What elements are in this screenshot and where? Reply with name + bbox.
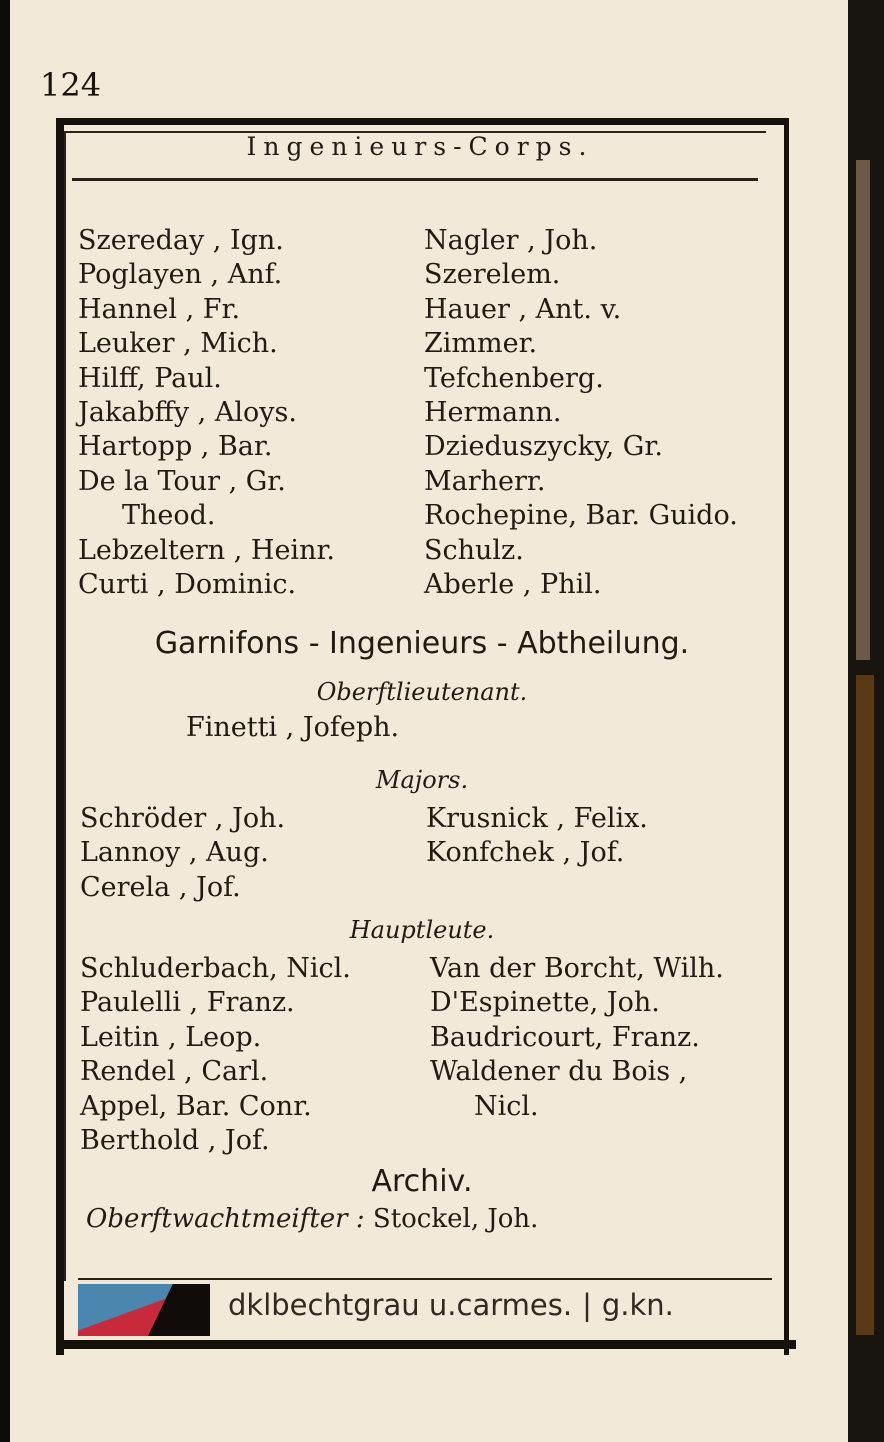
footer-separator: | bbox=[582, 1288, 592, 1322]
archiv-name: Stockel, Joh. bbox=[372, 1204, 539, 1234]
roster-entry: Krusnick , Felix. bbox=[426, 803, 648, 834]
inner-frame-left bbox=[64, 131, 66, 1281]
corps-right-column bbox=[424, 224, 738, 602]
roster-entry: Aberle , Phil. bbox=[424, 568, 602, 600]
uniform-buttons: g.kn. bbox=[601, 1288, 674, 1322]
majors-right-column bbox=[426, 802, 648, 871]
roster-entry: Appel, Bar. Conr. bbox=[80, 1090, 312, 1122]
section-title: Ingenieurs-Corps. bbox=[246, 132, 594, 161]
roster-entry: Cerela , Jof. bbox=[80, 871, 241, 903]
hauptleute-left-column bbox=[80, 952, 351, 1158]
roster-entry: Lebzeltern , Heinr. bbox=[78, 534, 335, 566]
roster-entry: De la Tour , Gr. bbox=[78, 465, 286, 497]
roster-entry: Curti , Dominic. bbox=[78, 568, 297, 600]
roster-entry: Leuker , Mich. bbox=[78, 328, 278, 360]
roster-entry: Leitin , Leop. bbox=[80, 1021, 262, 1053]
roster-entry-continuation: Theod. bbox=[122, 500, 216, 532]
roster-entry: Dzieduszycky, Gr. bbox=[424, 431, 663, 463]
book-edge-strip-brown bbox=[856, 675, 874, 1335]
uniform-description bbox=[228, 1288, 674, 1322]
roster-entry: Szereday , Ign. bbox=[78, 225, 284, 256]
title-rule bbox=[72, 178, 758, 181]
roster-entry: D'Espinette, Joh. bbox=[430, 987, 660, 1019]
book-edge-strip bbox=[856, 160, 870, 660]
garnison-title: Garnifons - Ingenieurs - Abtheilung. bbox=[154, 626, 690, 661]
uniform-colors: dklbechtgrau u.carmes. bbox=[228, 1288, 573, 1322]
roster-entry: Hartopp , Bar. bbox=[78, 431, 273, 463]
archiv-entry bbox=[86, 1204, 538, 1234]
roster-entry: Hermann. bbox=[424, 396, 562, 428]
roster-entry: Hauer , Ant. v. bbox=[424, 293, 622, 325]
archiv-title: Archiv. bbox=[371, 1164, 473, 1199]
rank-oberstlieutenant: Oberftlieutenant. bbox=[316, 678, 528, 706]
roster-entry: Poglayen , Anf. bbox=[78, 259, 283, 291]
roster-entry: Marherr. bbox=[424, 465, 546, 497]
rank-hauptleute: Hauptleute. bbox=[349, 916, 495, 944]
roster-entry: Jakabffy , Aloys. bbox=[78, 396, 297, 428]
roster-entry: Rochepine, Bar. Guido. bbox=[424, 500, 738, 532]
roster-entry: Berthold , Jof. bbox=[80, 1124, 270, 1156]
roster-entry: Waldener du Bois , bbox=[430, 1056, 688, 1088]
footer-rule bbox=[78, 1278, 772, 1280]
corps-left-column bbox=[78, 224, 335, 602]
roster-entry: Schröder , Joh. bbox=[80, 803, 286, 834]
roster-entry: Rendel , Carl. bbox=[80, 1056, 269, 1088]
page-number: 124 bbox=[40, 66, 102, 104]
roster-entry: Paulelli , Franz. bbox=[80, 987, 295, 1019]
hauptleute-right-column bbox=[430, 952, 724, 1124]
majors-left-column bbox=[80, 802, 285, 905]
roster-entry: Schluderbach, Nicl. bbox=[80, 953, 351, 984]
roster-entry: Baudricourt, Franz. bbox=[430, 1021, 700, 1053]
roster-entry: Hannel , Fr. bbox=[78, 293, 241, 325]
roster-entry: Zimmer. bbox=[424, 328, 538, 360]
rank-majors: Majors. bbox=[375, 766, 469, 794]
roster-entry: Van der Borcht, Wilh. bbox=[430, 953, 724, 984]
roster-entry: Lannoy , Aug. bbox=[80, 837, 269, 869]
roster-entry: Hilff, Paul. bbox=[78, 362, 222, 394]
oberstlieutenant-name: Finetti , Jofeph. bbox=[186, 712, 400, 743]
page-frame-bottom bbox=[56, 1340, 796, 1349]
roster-entry-continuation: Nicl. bbox=[474, 1090, 539, 1122]
roster-entry: Szerelem. bbox=[424, 259, 561, 291]
roster-entry: Konfchek , Jof. bbox=[426, 837, 625, 869]
roster-entry: Nagler , Joh. bbox=[424, 225, 598, 256]
roster-entry: Schulz. bbox=[424, 534, 524, 566]
roster-entry: Tefchenberg. bbox=[424, 362, 604, 394]
archiv-rank: Oberftwachtmeifter : bbox=[86, 1204, 365, 1234]
